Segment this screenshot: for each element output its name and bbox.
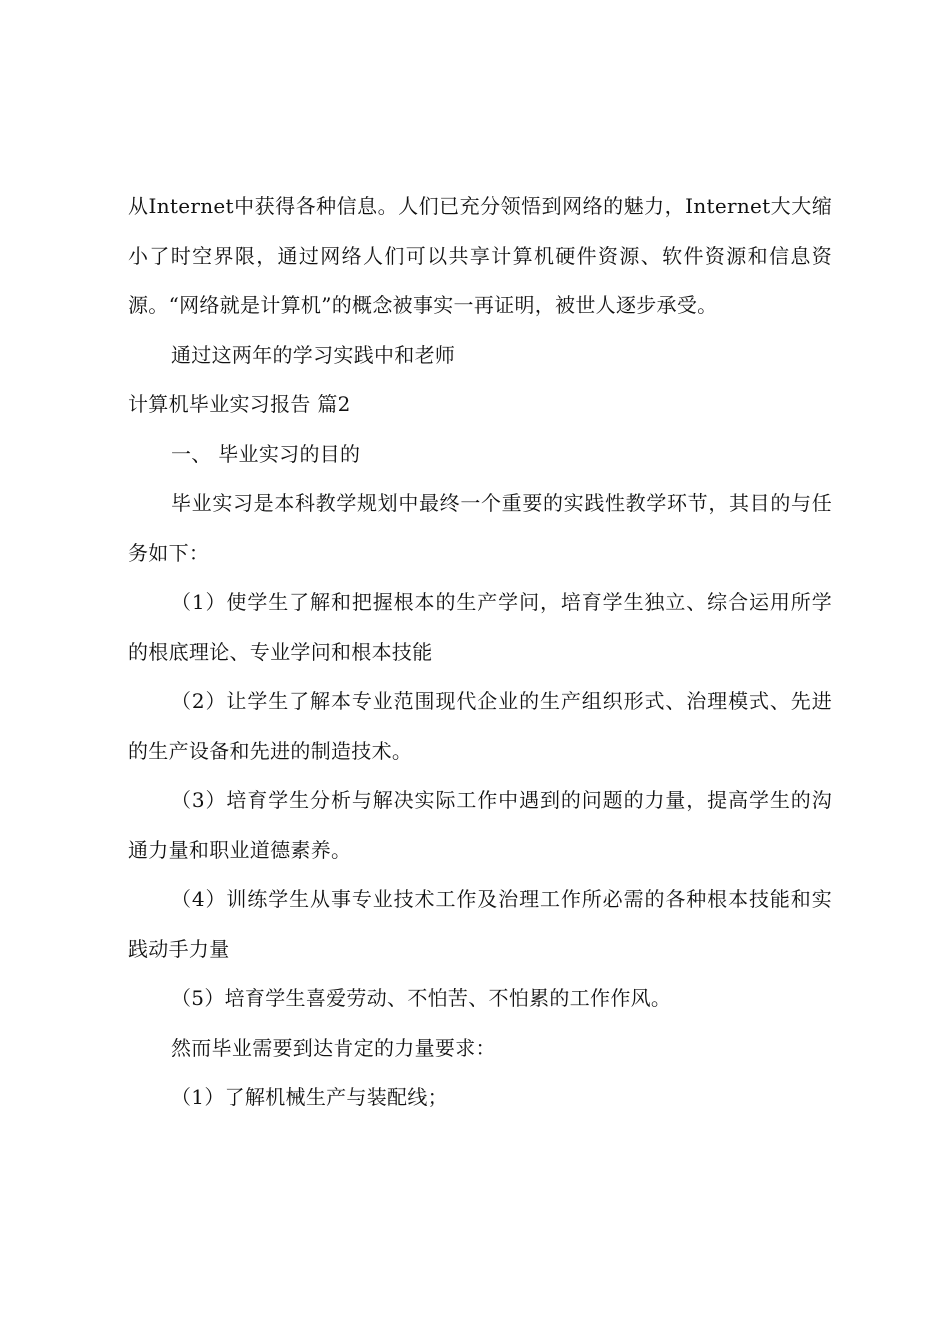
- list-item-requirement-1: （1）了解机械生产与装配线；: [171, 1085, 448, 1109]
- heading-internship-purpose: 一、 毕业实习的目的: [171, 441, 361, 466]
- list-item-purpose-1: （1）使学生了解和把握根本的生产学问，培育学生独立、综合运用所学的根底理论、专业学问和根本技能: [128, 590, 832, 664]
- paragraph-purpose-intro: 毕业实习是本科教学规划中最终一个重要的实践性教学环节，其目的与任务如下：: [128, 491, 832, 565]
- document-body: [128, 182, 832, 1123]
- section-heading-report-2: 计算机毕业实习报告 篇2: [128, 392, 351, 416]
- paragraph-internet-intro: 从Internet中获得各种信息。人们已充分领悟到网络的魅力，Internet大大缩小了时空界限，通过网络人们可以共享计算机硬件资源、软件资源和信息资源。“网络就是计算机”的概念被事实一再证明，被世人逐步承受。: [128, 194, 832, 317]
- list-item-purpose-2: （2）让学生了解本专业范围现代企业的生产组织形式、治理模式、先进的生产设备和先进的制造技术。: [128, 689, 832, 763]
- list-item-purpose-4: （4）训练学生从事专业技术工作及治理工作所必需的各种根本技能和实践动手力量: [128, 887, 832, 961]
- list-item-purpose-3: （3）培育学生分析与解决实际工作中遇到的问题的力量，提高学生的沟通力量和职业道德素养。: [128, 788, 832, 862]
- paragraph-ability-requirements: 然而毕业需要到达肯定的力量要求：: [171, 1035, 496, 1060]
- paragraph-study-practice: 通过这两年的学习实践中和老师: [171, 342, 456, 367]
- list-item-purpose-5: （5）培育学生喜爱劳动、不怕苦、不怕累的工作作风。: [171, 986, 672, 1010]
